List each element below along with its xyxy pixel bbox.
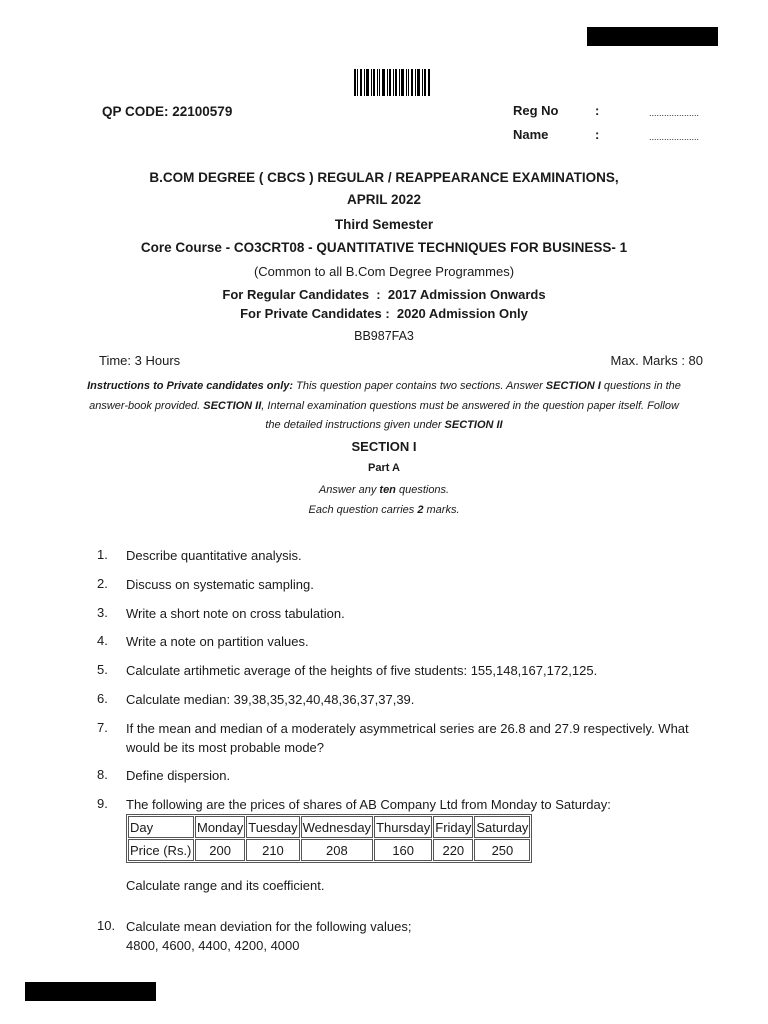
reg-no-field: .................... [649, 108, 700, 118]
table-cell: 208 [301, 839, 373, 861]
question-text: Calculate artihmetic average of the heights of five students: 155,148,167,172,125. [126, 663, 598, 678]
share-price-table [126, 814, 532, 863]
table-cell: Tuesday [246, 816, 299, 838]
answer-instruction [0, 484, 768, 496]
question-number: 9. [97, 796, 108, 811]
question-text: Define dispersion. [126, 768, 231, 783]
exam-title-line1: B.COM DEGREE ( CBCS ) REGULAR / REAPPEARANCE EXAMINATIONS, [149, 170, 619, 185]
time-duration: Time: 3 Hours [99, 353, 181, 368]
reg-no-colon: : [595, 103, 600, 118]
marks-text: Each question carries [308, 504, 418, 516]
table-cell: 250 [474, 839, 530, 861]
question-text: Write a note on partition values. [126, 634, 309, 649]
question-number: 3. [97, 605, 108, 620]
question-text: Write a short note on cross tabulation. [126, 606, 345, 621]
section-title: SECTION I [351, 439, 417, 454]
instructions-text: This question paper contains two sections. Answer [293, 380, 546, 392]
exam-title-line2: APRIL 2022 [346, 192, 422, 207]
question-text: Calculate median: 39,38,35,32,40,48,36,37,37,39. [126, 692, 415, 707]
question-number: 4. [97, 633, 108, 648]
instructions-text: answer-book provided. [89, 400, 204, 412]
table-cell: Price (Rs.) [128, 839, 194, 861]
section-ref: SECTION I [545, 380, 601, 392]
instructions-lead: Instructions to Private candidates only: [87, 380, 294, 392]
question-values: 4800, 4600, 4400, 4200, 4000 [126, 938, 300, 953]
question-text: Calculate mean deviation for the following values; [126, 919, 412, 934]
question-text: The following are the prices of shares of AB Company Ltd from Monday to Saturday: [126, 797, 611, 812]
max-marks: Max. Marks : 80 [610, 353, 703, 368]
table-cell: Wednesday [301, 816, 373, 838]
name-colon: : [595, 127, 600, 142]
question-followup: Calculate range and its coefficient. [126, 878, 325, 893]
table-row [128, 839, 530, 861]
course-title: Core Course - CO3CRT08 - QUANTITATIVE TECHNIQUES FOR BUSINESS- 1 [140, 240, 628, 255]
instructions-line2 [0, 396, 768, 416]
name-field: .................... [649, 132, 700, 142]
table-cell: Thursday [374, 816, 432, 838]
qp-code: QP CODE: 22100579 [102, 104, 233, 119]
question-number: 6. [97, 691, 108, 706]
question-number: 7. [97, 720, 108, 735]
answer-count: ten [379, 484, 396, 496]
regular-candidates: For Regular Candidates : 2017 Admission Onwards [222, 287, 546, 302]
part-title: Part A [368, 462, 400, 474]
instructions-line1 [0, 376, 768, 396]
table-cell: Saturday [474, 816, 530, 838]
table-cell: 160 [374, 839, 432, 861]
semester: Third Semester [334, 217, 434, 232]
table-header-row [128, 816, 530, 838]
table-cell: 200 [195, 839, 245, 861]
barcode-image [354, 69, 430, 96]
question-text: Describe quantitative analysis. [126, 548, 302, 563]
table-cell: Friday [433, 816, 473, 838]
redaction-block-top [587, 27, 718, 46]
paper-code: BB987FA3 [354, 329, 414, 343]
marks-text: marks. [423, 504, 460, 516]
private-candidates: For Private Candidates : 2020 Admission Only [240, 306, 528, 321]
instructions-text: , Internal examination questions must be answered in the question paper itself. Follow [261, 400, 679, 412]
question-number: 8. [97, 767, 108, 782]
marks-count: 2 [417, 504, 424, 516]
marks-instruction [0, 504, 768, 516]
instructions-text: questions in the [600, 380, 681, 392]
reg-no-label: Reg No [513, 103, 559, 118]
section-ref: SECTION II [444, 419, 503, 431]
name-label: Name [513, 127, 549, 142]
question-text: Discuss on systematic sampling. [126, 577, 314, 592]
common-note: (Common to all B.Com Degree Programmes) [253, 264, 515, 279]
question-number: 5. [97, 662, 108, 677]
instructions-text: the detailed instructions given under [265, 419, 445, 431]
table-cell: Day [128, 816, 194, 838]
section-ref: SECTION II [203, 400, 262, 412]
table-cell: Monday [195, 816, 245, 838]
table-cell: 210 [246, 839, 299, 861]
question-number: 2. [97, 576, 108, 591]
answer-text: questions. [395, 484, 450, 496]
answer-text: Answer any [318, 484, 380, 496]
table-cell: 220 [433, 839, 473, 861]
question-number: 1. [97, 547, 108, 562]
question-text: If the mean and median of a moderately asymmetrical series are 26.8 and 27.9 respectively. What would be its most probable mode? [126, 721, 689, 755]
question-number: 10. [97, 918, 116, 933]
redaction-block-bottom [25, 982, 156, 1001]
instructions-line3 [0, 415, 768, 435]
